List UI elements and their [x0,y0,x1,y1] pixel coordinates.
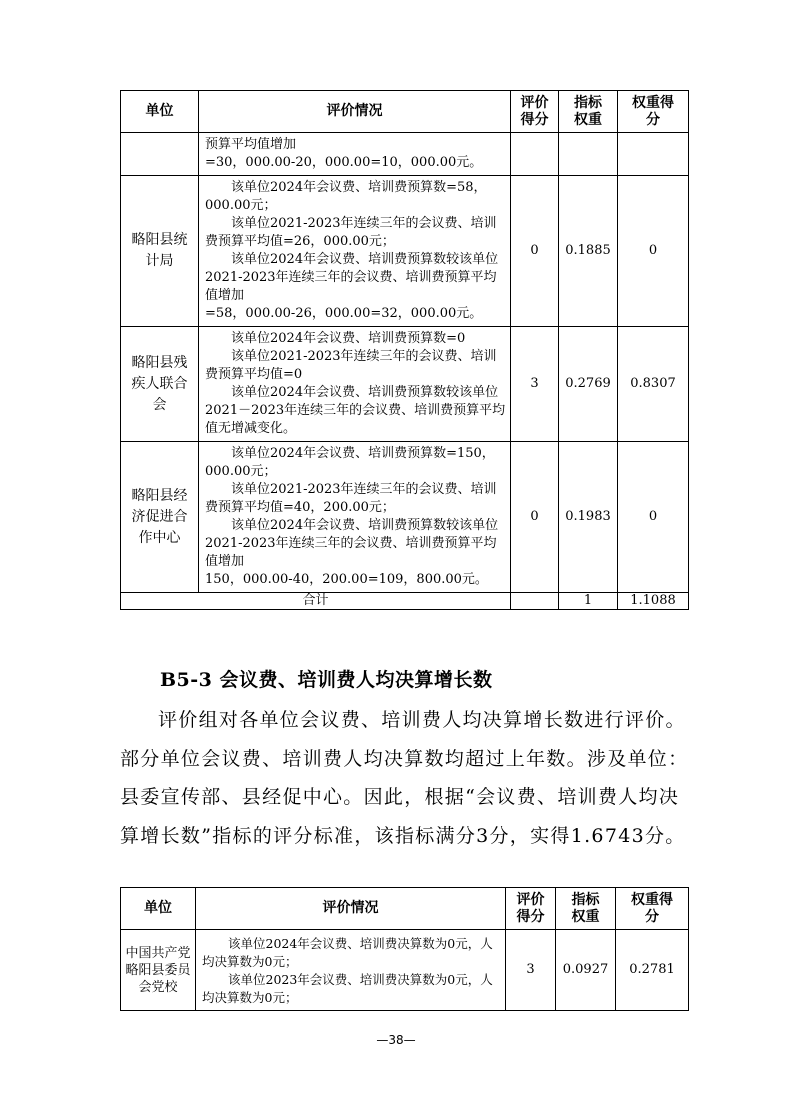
table-header-row [121,888,689,930]
table-row [121,327,689,442]
header-weight: 指标 权重 [556,888,616,930]
table-row [121,930,689,1011]
unit-cell [121,133,199,176]
table-row [121,176,689,327]
score-cell: 3 [506,930,556,1011]
header-evaluation: 评价情况 [199,91,511,133]
weighted-score-cell: 0 [618,176,689,327]
evaluation-cell: 该单位2024年会议费、培训费决算数为0元，人均决算数为0元； 该单位2023年会议费、培训费决算数为0元，人均决算数为0元； [196,930,506,1011]
weighted-score-cell: 0 [618,442,689,593]
score-cell: 0 [511,176,559,327]
weight-cell: 0.1983 [559,442,618,593]
total-weight: 1 [559,593,618,610]
evaluation-cell: 该单位2024年会议费、培训费预算数=58，000.00元； 该单位2021-2023年连续三年的会议费、培训费预算平均值=26，000.00元； 该单位2024年会议费、培训费预算数较该单位2021-2023年连续三年的会议费、培训费预算平均值增加 =58，000.00-26，000.00=32，000.00元。 [199,176,511,327]
unit-cell: 略阳县经济促进合作中心 [121,442,199,593]
page-number: —38— [376,1033,416,1047]
weighted-score-cell: 0.8307 [618,327,689,442]
total-label: 合计 [121,593,511,610]
header-weight: 指标 权重 [559,91,618,133]
budget-evaluation-table [120,90,689,610]
total-weighted-score: 1.1088 [618,593,689,610]
unit-cell: 略阳县残疾人联合会 [121,327,199,442]
evaluation-cell: 该单位2024年会议费、培训费预算数=0 该单位2021-2023年连续三年的会议费、培训费预算平均值=0 该单位2024年会议费、培训费预算数较该单位2021－2023年连续三年的会议费、培训费预算平均值无增减变化。 [199,327,511,442]
header-unit: 单位 [121,91,199,133]
unit-cell: 略阳县统计局 [121,176,199,327]
section-paragraph: 评价组对各单位会议费、培训费人均决算增长数进行评价。部分单位会议费、培训费人均决算数均超过上年数。涉及单位：县委宣传部、县经促中心。因此，根据“会议费、培训费人均决算增长数”指标的评分标准，该指标满分3分，实得1.6743分。 [120,709,689,847]
score-cell: 0 [511,442,559,593]
weight-cell: 0.0927 [556,930,616,1011]
header-weighted-score: 权重得 分 [618,91,689,133]
table-row [121,133,689,176]
table-row [121,442,689,593]
weight-cell: 0.2769 [559,327,618,442]
score-cell [511,133,559,176]
total-row [121,593,689,610]
unit-cell: 中国共产党略阳县委员会党校 [121,930,196,1011]
total-score [511,593,559,610]
weighted-score-cell [618,133,689,176]
section-heading: B5-3 会议费、培训费人均决算增长数 [160,669,493,691]
final-accounts-evaluation-table [120,887,689,1011]
header-evaluation: 评价情况 [196,888,506,930]
weight-cell [559,133,618,176]
header-weighted-score: 权重得 分 [616,888,689,930]
evaluation-cell: 预算平均值增加 =30，000.00-20，000.00=10，000.00元。 [199,133,511,176]
weighted-score-cell: 0.2781 [616,930,689,1011]
table-header-row [121,91,689,133]
evaluation-cell: 该单位2024年会议费、培训费预算数=150，000.00元； 该单位2021-2023年连续三年的会议费、培训费预算平均值=40，200.00元； 该单位2024年会议费、培训费预算数较该单位2021-2023年连续三年的会议费、培训费预算平均值增加 150，000.00-40，200.00=109，800.00元。 [199,442,511,593]
header-unit: 单位 [121,888,196,930]
score-cell: 3 [511,327,559,442]
header-score: 评价 得分 [506,888,556,930]
header-score: 评价 得分 [511,91,559,133]
weight-cell: 0.1885 [559,176,618,327]
